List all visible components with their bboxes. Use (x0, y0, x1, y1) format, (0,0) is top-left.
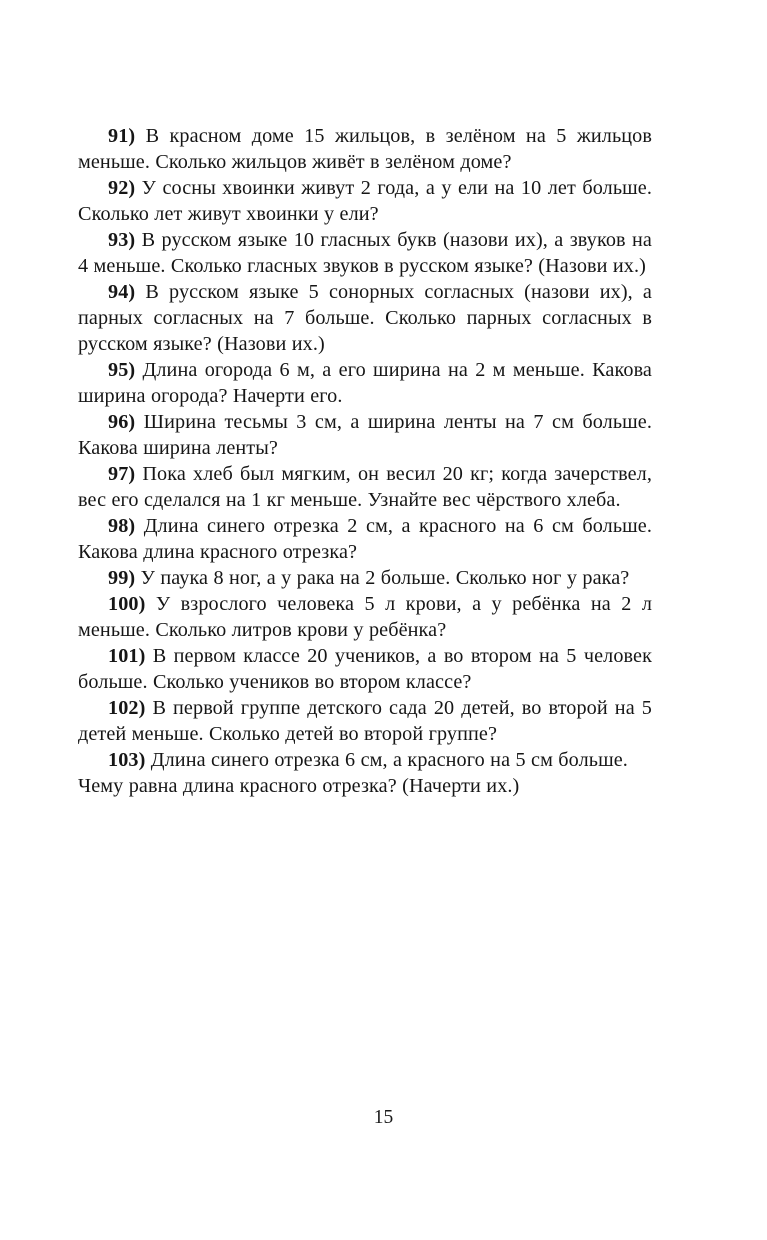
page-number: 15 (373, 1107, 394, 1128)
problem-number: 100) (108, 593, 146, 615)
problem-text: У паука 8 ног, а у рака на 2 больше. Сколько ног у рака? (140, 567, 630, 589)
problem-number: 96) (108, 411, 136, 433)
problem-item (78, 747, 652, 799)
problem-text: У взрослого человека 5 л крови, а у ребёнка на 2 л меньше. Сколько литров крови у ребёнка? (78, 593, 652, 641)
problem-number: 101) (108, 645, 146, 667)
problem-text: Длина огорода 6 м, а его ширина на 2 м меньше. Какова ширина огорода? Начерти его. (78, 359, 652, 407)
problem-item (78, 461, 652, 513)
problem-item (78, 643, 652, 695)
problem-text: Длина синего отрезка 2 см, а красного на 6 см больше. Какова длина красного отрезка? (78, 515, 652, 563)
problem-item (78, 565, 652, 591)
problem-text: В русском языке 5 сонорных согласных (назови их), а парных согласных на 7 больше. Сколько парных согласных в русском языке? (Назови их.) (78, 281, 652, 355)
problem-text: Длина синего отрезка 6 см, а красного на 5 см больше. Чему равна длина красного отрезка? (Начерти их.) (78, 749, 628, 797)
problem-number: 92) (108, 177, 136, 199)
problem-item (78, 227, 652, 279)
problem-text: В красном доме 15 жильцов, в зелёном на 5 жильцов меньше. Сколько жильцов живёт в зелёном доме? (78, 125, 652, 173)
problem-text: В первой группе детского сада 20 детей, во второй на 5 детей меньше. Сколько детей во второй группе? (78, 697, 652, 745)
problem-number: 93) (108, 229, 136, 251)
problem-text: В русском языке 10 гласных букв (назови их), а звуков на 4 меньше. Сколько гласных звуков в русском языке? (Назови их.) (78, 229, 652, 277)
problem-item (78, 591, 652, 643)
problem-text: Пока хлеб был мягким, он весил 20 кг; когда зачерствел, вес его сделался на 1 кг меньше. Узнайте вес чёрствого хлеба. (78, 463, 652, 511)
problem-item (78, 279, 652, 357)
problem-item (78, 123, 652, 175)
problem-number: 91) (108, 125, 136, 147)
problem-list (78, 123, 652, 799)
problem-item (78, 357, 652, 409)
problem-number: 97) (108, 463, 136, 485)
problem-number: 102) (108, 697, 146, 719)
problem-item (78, 695, 652, 747)
problem-number: 94) (108, 281, 136, 303)
problem-number: 99) (108, 567, 136, 589)
problem-text: Ширина тесьмы 3 см, а ширина ленты на 7 см больше. Какова ширина ленты? (78, 411, 652, 459)
problem-number: 103) (108, 749, 146, 771)
problem-number: 98) (108, 515, 136, 537)
problem-text: В первом классе 20 учеников, а во втором на 5 человек больше. Сколько учеников во втором классе? (78, 645, 652, 693)
problem-item (78, 409, 652, 461)
problem-number: 95) (108, 359, 136, 381)
problem-text: У сосны хвоинки живут 2 года, а у ели на 10 лет больше. Сколько лет живут хвоинки у ели? (78, 177, 652, 225)
problem-item (78, 513, 652, 565)
problem-item (78, 175, 652, 227)
